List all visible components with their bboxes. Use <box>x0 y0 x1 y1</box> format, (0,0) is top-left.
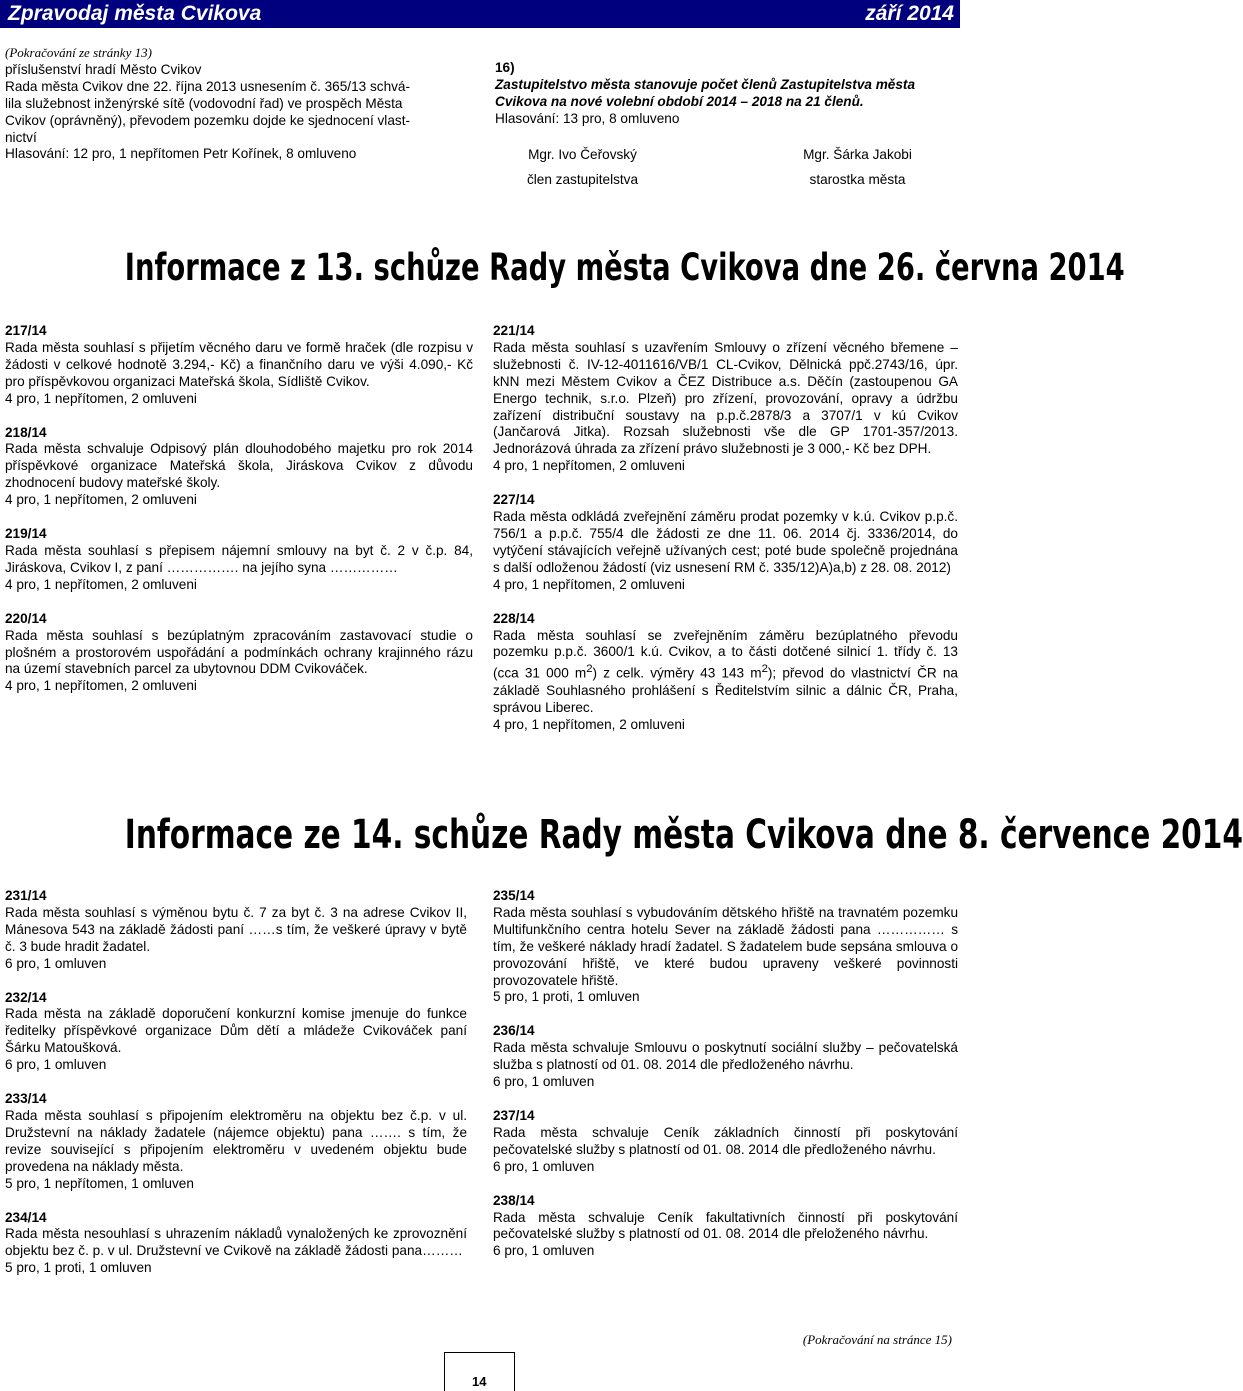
vote-result: 6 pro, 1 omluven <box>493 1074 595 1090</box>
signatory-name: Mgr. Šárka Jakobi <box>803 147 912 162</box>
resolution-text <box>493 628 958 717</box>
resolution-item <box>493 1193 958 1261</box>
vote-result: 4 pro, 1 nepřítomen, 2 omluveni <box>493 458 685 474</box>
section2-right-column <box>493 888 958 1260</box>
resolution-text: Rada města souhlasí s přepisem nájemní smlouvy na byt č. 2 v č.p. 84, Jiráskova, Cvikov I, z paní ……………. na jejího syna …………… <box>5 542 473 575</box>
resolution-text: Rada města souhlasí s uzavřením Smlouvy o zřízení věcného břemene – služebnosti č. IV-12-4011616/VB/1 CL-Cvikov, Dělnická ppč.2743/16, úpr. kNN mezi Městem Cvikov a ČEZ Distribuce a.s. Děčín (zastoupenou GA Energo technik, s.r.o. Plzeň) pro zřízení, provozování, opravy a údržbu zařízení distribuční soustavy na p.p.č.2878/3 a 3707/1 v kú Cvikov (Jančarová Jitka). Rozsah služebnosti vše dle GP 1701-357/2013. Jednorázová úhrada za zřízení právo služebnosti je 3 000,- Kč bez DPH. <box>493 339 958 457</box>
resolution-number: 16) <box>495 60 515 75</box>
resolution-number: 234/14 <box>5 1209 47 1225</box>
vote-result: Hlasování: 13 pro, 8 omluveno <box>495 110 680 126</box>
top-right-block <box>495 60 953 128</box>
resolution-text: Rada města souhlasí s bezúplatným zpracováním zastavovací studie o plošném a prostorovém uspořádání a podmínkách ochrany krajinného rázu na území stavebních parcel za ubytovnou DDM Cvikováček. <box>5 627 473 677</box>
resolution-text: Rada města souhlasí s výměnou bytu č. 7 za byt č. 3 na adrese Cvikov II, Mánesova 543 na základě žádosti paní ……s tím, že veškeré úpravy v bytě č. 3 bude hradit žadatel. <box>5 904 467 954</box>
continued-from: (Pokračování ze stránky 13) <box>5 45 152 60</box>
resolution-text: Rada města na základě doporučení konkurzní komise jmenuje do funkce ředitelky příspěvkové organizace Dům dětí a mládeže Cvikováček paní Šárku Matoušková. <box>5 1006 467 1056</box>
newsletter-title: Zpravodaj města Cvikova <box>8 2 262 25</box>
top-left-block <box>5 45 465 163</box>
signatory-name: Mgr. Ivo Čeřovský <box>528 147 637 162</box>
resolution-item <box>5 888 467 973</box>
resolution-text: Rada města schvaluje Ceník základních činností při poskytování pečovatelské služby s platností od 01. 08. 2014 dle předloženého návrhu. <box>493 1124 958 1157</box>
vote-result: 6 pro, 1 omluven <box>5 955 107 971</box>
resolution-number: 233/14 <box>5 1091 47 1107</box>
resolution-item <box>493 1023 958 1091</box>
vote-result: 6 pro, 1 omluven <box>493 1158 595 1174</box>
vote-result: 4 pro, 1 nepřítomen, 2 omluveni <box>493 716 685 732</box>
section1-left-column <box>5 323 473 695</box>
text-line: lila služebnost inženýrské sítě (vodovodní řad) ve prospěch Města <box>5 95 403 111</box>
text-line: příslušenství hradí Město Cvikov <box>5 61 202 77</box>
resolution-number: 220/14 <box>5 610 47 626</box>
section1-right-column <box>493 323 958 733</box>
footer-top-rule <box>444 1352 514 1353</box>
resolution-item <box>5 323 473 408</box>
header-bar <box>0 0 960 28</box>
signature-1 <box>495 142 670 192</box>
text-line: nictví <box>5 129 37 145</box>
resolution-text: Rada města odkládá zveřejnění záměru prodat pozemky v k.ú. Cvikov p.p.č. 756/1 a p.p.č. 755/4 dle žádosti ze dne 11. 06. 2014 čj. 3336/2014, do vytýčení stávajících veřejně užívaných cest; poté bude společně projednána s další odloženou žádostí (viz usnesení RM č. 335/12)A)a,b) z 28. 08. 2012) <box>493 509 958 575</box>
resolution-number: 232/14 <box>5 989 47 1005</box>
signature-2 <box>770 142 945 192</box>
resolution-text: Rada města schvaluje Odpisový plán dlouhodobého majetku pro rok 2014 příspěvkové organizace Mateřská škola, Jiráskova Cvikov z důvodu zhodnocení budovy mateřské školy. <box>5 441 473 491</box>
resolution-number: 237/14 <box>493 1107 535 1123</box>
text-line: Cvikov (oprávněný), převodem pozemku dojde ke sjednocení vlast- <box>5 112 410 128</box>
resolution-number: 236/14 <box>493 1023 535 1039</box>
resolution-item <box>5 611 473 696</box>
resolution-item <box>5 990 467 1075</box>
superscript: 2 <box>761 663 768 676</box>
section-title: Informace z 13. schůze Rady města Cvikova dne 26. června 2014 <box>124 246 1125 289</box>
resolution-text: Zastupitelstvo města stanovuje počet členů Zastupitelstva města Cvikova na nové volební období 2014 – 2018 na 21 členů. <box>495 76 916 109</box>
resolution-number: 235/14 <box>493 888 535 903</box>
text-part: Rada města souhlasí se zveřejněním záměru bezúplatného převodu pozemku p.p.č. 3600/1 k.ú. Cvikov, a to části dotčené silnicí 1. třídy č. 13 (cca 31 000 m <box>493 627 958 681</box>
signatory-role: starostka města <box>809 172 906 187</box>
footer-left-rule <box>444 1352 445 1391</box>
resolution-text: Rada města souhlasí s přijetím věcného daru ve formě hraček (dle rozpisu v žádosti v celkové hodnotě 3.294,- Kč) a finančního daru ve výši 4.090,- Kč pro příspěvkovou organizaci Mateřská škola, Sídliště Cvikov. <box>5 339 473 389</box>
vote-result: 4 pro, 1 nepřítomen, 2 omluveni <box>5 678 197 694</box>
vote-result: 4 pro, 1 nepřítomen, 2 omluveni <box>5 576 197 592</box>
resolution-number: 219/14 <box>5 526 47 542</box>
resolution-item <box>493 492 958 593</box>
resolution-item <box>493 611 958 734</box>
resolution-item <box>493 323 958 475</box>
resolution-item <box>493 888 958 1006</box>
resolution-text: Rada města nesouhlasí s uhrazením nákladů vynaložených ke zprovoznění objektu bez č. p. v ul. Družstevní ve Cvikově na základě žádosti pana……… <box>5 1226 467 1259</box>
section2-left-column <box>5 888 467 1277</box>
resolution-item <box>5 425 473 510</box>
resolution-text: Rada města schvaluje Ceník fakultativních činností při poskytování pečovatelské služby s platností od 01. 08. 2014 dle přeloženého návrhu. <box>493 1209 958 1242</box>
vote-result: 5 pro, 1 proti, 1 omluven <box>5 1260 152 1276</box>
resolution-item <box>493 1108 958 1176</box>
resolution-number: 228/14 <box>493 610 535 626</box>
resolution-item <box>5 1210 467 1278</box>
vote-result: 4 pro, 1 nepřítomen, 2 omluveni <box>493 576 685 592</box>
resolution-number: 218/14 <box>5 424 47 440</box>
signatory-role: člen zastupitelstva <box>526 172 639 187</box>
resolution-item <box>5 526 473 594</box>
vote-result: 5 pro, 1 nepřítomen, 1 omluven <box>5 1175 194 1191</box>
vote-result: 6 pro, 1 omluven <box>493 1243 595 1259</box>
section-title: Informace ze 14. schůze Rady města Cvikova dne 8. července 2014 <box>124 812 1243 858</box>
vote-result: 4 pro, 1 nepřítomen, 2 omluveni <box>5 492 197 508</box>
resolution-number: 227/14 <box>493 492 535 508</box>
issue-date: září 2014 <box>865 2 954 25</box>
footer-right-rule <box>514 1352 515 1391</box>
text-part: ) z celk. výměry 43 143 m <box>592 665 762 681</box>
resolution-text: Rada města souhlasí s připojením elektroměru na objektu bez č.p. v ul. Družstevní na náklady žadatele (nájemce objektu) pana ……. s tím, že revize související s připojením elektroměru v uvedeném objektu bude provedena na náklady města. <box>5 1107 467 1174</box>
text-part: ); převod do vlastnictví ČR na základě Souhlasného prohlášení s Ředitelstvím silnic a dálnic ČR, Praha, správou Liberec. <box>493 665 958 715</box>
vote-result: 4 pro, 1 nepřítomen, 2 omluveni <box>5 390 197 406</box>
page-number: 14 <box>472 1374 487 1389</box>
resolution-text: Rada města souhlasí s vybudováním dětského hřiště na travnatém pozemku Multifunkčního centra hotelu Sever na základě žádosti pana …………… s tím, že veškeré náklady hradí žadatel. S žadatelem bude sepsána smlouva o provozování hřiště, ve které budou upraveny veškeré povinnosti provozovatele hřiště. <box>493 904 958 988</box>
resolution-text: Rada města schvaluje Smlouvu o poskytnutí sociální služby – pečovatelská služba s platností od 01. 08. 2014 dle předloženého návrhu. <box>493 1040 958 1073</box>
resolution-item <box>5 1091 467 1192</box>
continued-to: (Pokračování na stránce 15) <box>802 1332 952 1347</box>
resolution-number: 238/14 <box>493 1192 535 1208</box>
resolution-number: 231/14 <box>5 888 47 903</box>
vote-result: 6 pro, 1 omluven <box>5 1057 107 1073</box>
resolution-number: 217/14 <box>5 323 47 338</box>
vote-result: 5 pro, 1 proti, 1 omluven <box>493 989 640 1005</box>
text-line: Rada města Cvikov dne 22. října 2013 usnesením č. 365/13 schvá- <box>5 78 411 94</box>
superscript: 2 <box>586 663 593 676</box>
resolution-number: 221/14 <box>493 323 535 338</box>
text-line: Hlasování: 12 pro, 1 nepřítomen Petr Kořínek, 8 omluveno <box>5 146 357 162</box>
